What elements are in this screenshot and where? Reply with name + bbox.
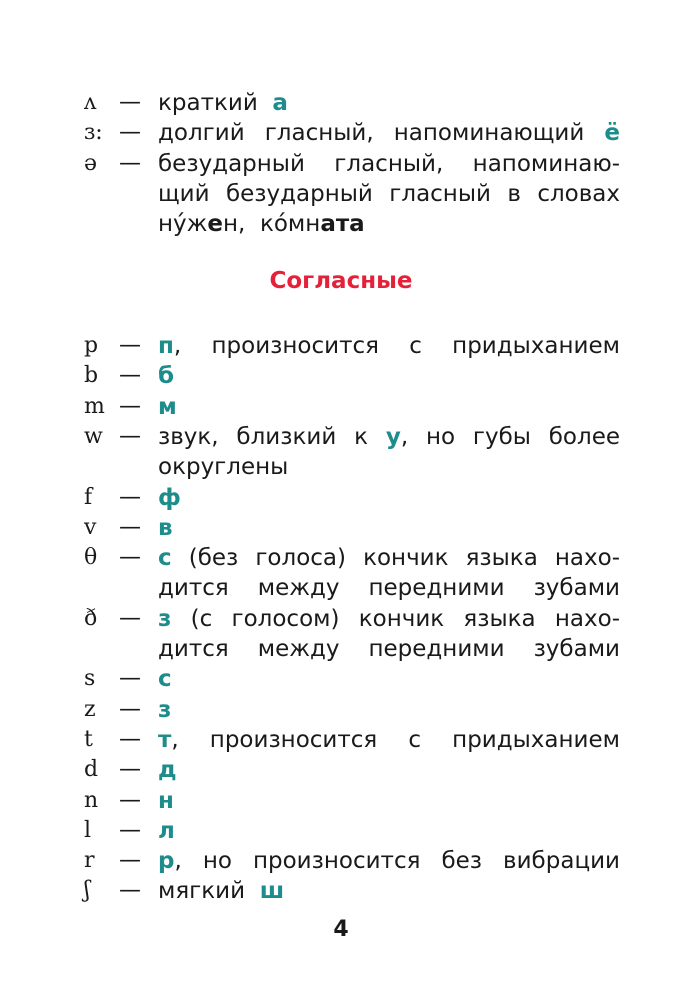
dash: — [119, 696, 141, 722]
russian-letter: р [158, 848, 175, 875]
section-title: Согласные [269, 268, 413, 294]
text: , произносится с придыханием [171, 726, 620, 753]
dash: — [119, 726, 141, 752]
phonetic-symbol: n [84, 787, 99, 813]
dash: — [119, 423, 141, 449]
dash: — [119, 333, 141, 358]
entry [0, 392, 682, 422]
russian-letter: н [158, 787, 174, 814]
phonetic-symbol: s [84, 666, 96, 692]
description-line [158, 755, 620, 785]
description-line [158, 118, 620, 148]
entry [0, 604, 682, 634]
entry [0, 483, 682, 513]
text: щий безударный гласный в словах [158, 180, 620, 207]
text: , произносится с придыханием [173, 333, 620, 359]
phonetic-symbol: z [84, 696, 96, 722]
dash: — [119, 393, 141, 419]
phonetic-symbol: θ [84, 545, 98, 571]
text: ата [320, 211, 365, 238]
description-line [158, 816, 620, 846]
dash: — [119, 545, 141, 571]
entry [0, 755, 682, 785]
russian-letter: с [158, 666, 172, 693]
russian-letter: з [158, 696, 172, 723]
description-line [158, 452, 620, 482]
dash: — [119, 484, 141, 510]
russian-letter: с [158, 545, 172, 572]
russian-letter: ф [158, 484, 181, 511]
text: , но произносится без вибрации [174, 848, 620, 875]
entry-continuation [0, 179, 682, 209]
phonetic-symbol: t [84, 726, 93, 752]
russian-letter: д [158, 757, 177, 784]
phonetic-symbol: v [84, 514, 97, 540]
phonetic-symbol: w [84, 423, 103, 449]
dash: — [119, 817, 141, 843]
description-line [158, 604, 620, 634]
entry-continuation [0, 209, 682, 239]
description-line [158, 876, 620, 906]
text: (без голоса) кончик языка нахо- [171, 545, 620, 572]
text: е [207, 211, 223, 238]
text: мягкий [158, 878, 260, 905]
entry-continuation [0, 573, 682, 603]
phonetic-symbol: ð [84, 605, 98, 631]
description-line [158, 331, 620, 361]
text: округлены [158, 454, 289, 481]
description-line [158, 664, 620, 694]
entry [0, 513, 682, 543]
russian-letter: в [158, 514, 173, 541]
dash: — [119, 120, 141, 146]
entry [0, 846, 682, 876]
description-line [158, 513, 620, 543]
phonetic-symbol: f [84, 484, 93, 510]
russian-letter: м [158, 393, 177, 420]
russian-letter: т [158, 726, 172, 753]
text: краткий [158, 90, 273, 116]
description-line [158, 149, 620, 179]
description-line [158, 209, 620, 239]
entry [0, 876, 682, 906]
russian-letter: п [158, 333, 174, 359]
description-line [158, 786, 620, 816]
description-line [158, 483, 620, 513]
phonetic-symbol: r [84, 848, 95, 874]
description-line [158, 725, 620, 755]
phonetic-symbol: ʌ [84, 90, 97, 115]
phonetic-symbol: b [84, 363, 99, 389]
phonetic-symbol: l [84, 817, 92, 843]
page-number: 4 [333, 917, 349, 942]
dash: — [119, 150, 141, 176]
entry [0, 422, 682, 452]
dash: — [119, 514, 141, 540]
description-line [158, 88, 620, 118]
dash: — [119, 605, 141, 631]
entry [0, 664, 682, 694]
russian-letter: з [158, 605, 172, 632]
text: дится между передними зубами [158, 575, 620, 602]
entry [0, 695, 682, 725]
russian-letter: ш [259, 878, 285, 905]
entry [0, 543, 682, 573]
entry [0, 331, 682, 361]
dash: — [119, 848, 141, 874]
description-line [158, 695, 620, 725]
dash: — [119, 878, 141, 904]
description-line [158, 361, 620, 391]
russian-letter: ё [604, 120, 620, 147]
entry [0, 816, 682, 846]
text: долгий гласный, напоминающий [158, 120, 605, 147]
text: н, ко́мн [222, 211, 321, 238]
entry [0, 786, 682, 816]
phonetic-symbol: p [84, 333, 99, 358]
phonetic-symbol: m [84, 393, 105, 419]
description-line [158, 179, 620, 209]
description-line [158, 634, 620, 664]
text: безударный гласный, напоминаю- [158, 150, 620, 177]
description-line [158, 422, 620, 452]
entry [0, 118, 682, 148]
text: (с голосом) кончик языка нахо- [171, 605, 620, 632]
description-line [158, 846, 620, 876]
dash: — [119, 666, 141, 692]
text: ну́ж [158, 211, 208, 238]
text: , но губы более [400, 423, 620, 450]
text: дится между передними зубами [158, 636, 620, 662]
entry [0, 725, 682, 755]
russian-letter: у [385, 423, 401, 450]
entry [0, 149, 682, 179]
dash: — [119, 90, 141, 115]
dash: — [119, 363, 141, 389]
phonetic-symbol: ə [84, 150, 98, 176]
russian-letter: л [158, 817, 175, 844]
phonetic-symbol: d [84, 757, 99, 783]
entry [0, 88, 682, 118]
russian-letter: б [158, 363, 175, 390]
entry-continuation [0, 452, 682, 482]
phonetic-symbol: ɜ: [84, 120, 103, 146]
phonetic-symbol: ʃ [84, 878, 90, 904]
description-line [158, 543, 620, 573]
russian-letter: а [272, 90, 288, 116]
entry-continuation [0, 634, 682, 664]
dash: — [119, 757, 141, 783]
entry [0, 361, 682, 391]
dash: — [119, 787, 141, 813]
text: звук, близкий к [158, 423, 386, 450]
description-line [158, 392, 620, 422]
description-line [158, 573, 620, 603]
